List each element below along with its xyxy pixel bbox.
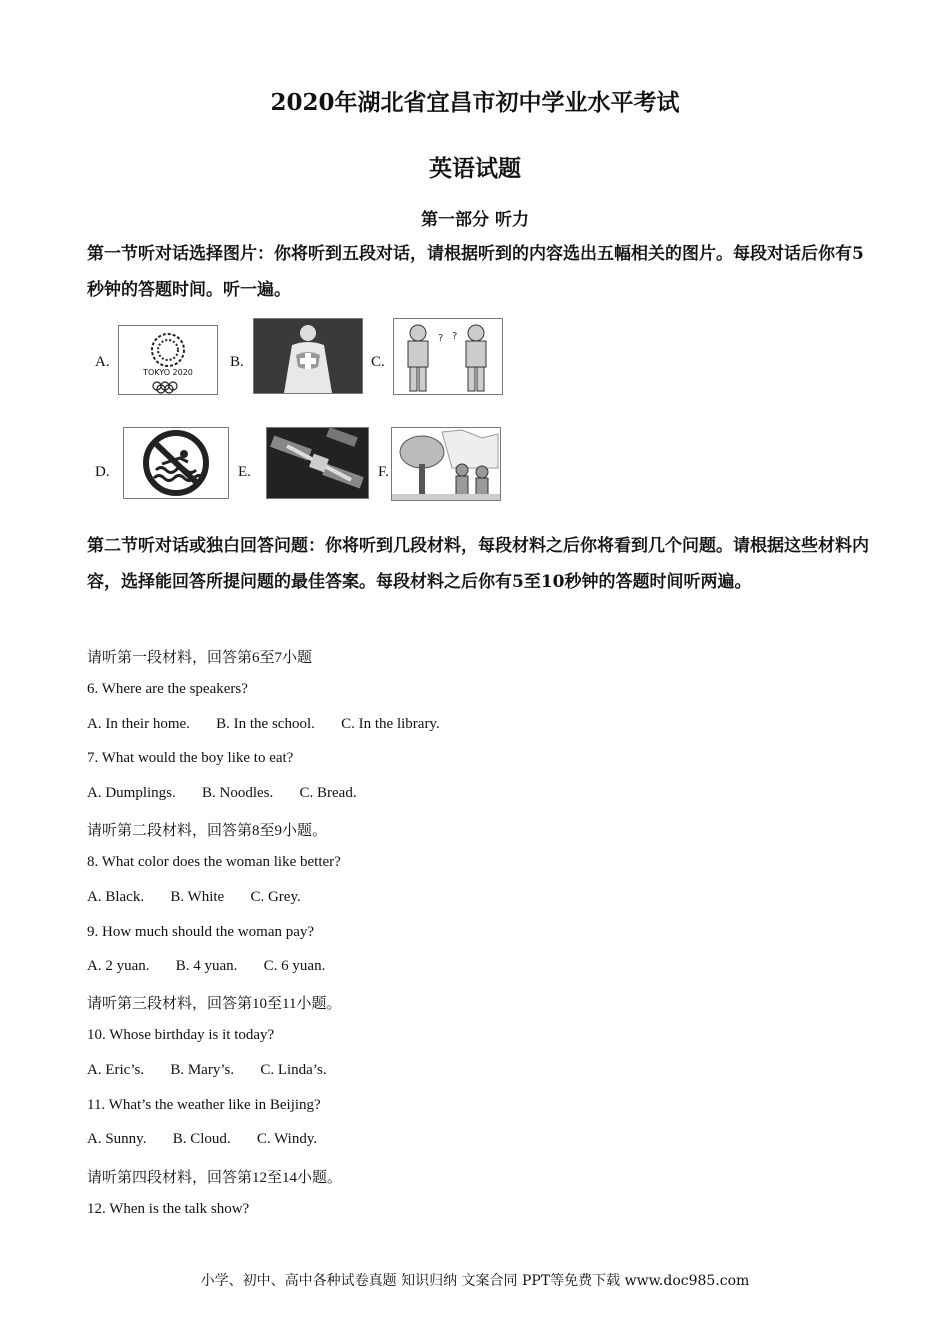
question-12: 12. When is the talk show? — [87, 1201, 250, 1217]
option-c-label: C. — [371, 354, 385, 370]
question-6: 6. Where are the speakers? — [87, 681, 248, 697]
material-3-prompt: 请听第三段材料，回答第10至11小题。 — [87, 996, 342, 1012]
question-10-options: A. Eric’s. B. Mary’s. C. Linda’s. — [87, 1062, 327, 1078]
question-11: 11. What’s the weather like in Beijing? — [87, 1097, 321, 1113]
section2-instruction: 第二节听对话或独白回答问题：你将听到几段材料，每段材料之后你将看到几个问题。请根据这些材料内容，选择能回答所提问题的最佳答案。每段材料之后你有5至10秒钟的答题时间听两遍。 — [87, 536, 869, 592]
svg-text:?: ? — [438, 333, 444, 344]
exam-title: 2020年湖北省宜昌市初中学业水平考试 — [270, 89, 680, 116]
question-8: 8. What color does the woman like better? — [87, 854, 341, 870]
olympics-logo-icon — [118, 325, 218, 395]
logo-text: TOKYO 2020 — [143, 368, 193, 377]
no-swimming-icon — [123, 427, 229, 499]
section1-instruction: 第一节听对话选择图片：你将听到五段对话，请根据听到的内容选出五幅相关的图片。每段对话后你有5秒钟的答题时间。听一遍。 — [87, 244, 864, 300]
doctor-icon — [253, 318, 363, 394]
page-footer: 小学、初中、高中各种试卷真题 知识归纳 文案合同 PPT等免费下载 www.doc985.com — [200, 1273, 750, 1289]
tree-planting-icon — [391, 427, 501, 501]
material-1-prompt: 请听第一段材料，回答第6至7小题 — [87, 650, 313, 666]
question-7-options: A. Dumplings. B. Noodles. C. Bread. — [87, 785, 357, 801]
question-7: 7. What would the boy like to eat? — [87, 750, 294, 766]
svg-text:?: ? — [452, 331, 458, 342]
question-11-options: A. Sunny. B. Cloud. C. Windy. — [87, 1131, 318, 1147]
option-e-label: E. — [238, 464, 251, 480]
question-8-options: A. Black. B. White C. Grey. — [87, 889, 301, 905]
space-station-icon — [266, 427, 369, 499]
option-a-label: A. — [95, 354, 110, 370]
option-b-label: B. — [230, 354, 244, 370]
question-10: 10. Whose birthday is it today? — [87, 1027, 275, 1043]
part-heading: 第一部分 听力 — [421, 210, 529, 230]
question-9: 9. How much should the woman pay? — [87, 924, 315, 940]
question-6-options: A. In their home. B. In the school. C. In the library. — [87, 716, 440, 732]
exam-subtitle: 英语试题 — [429, 155, 521, 182]
option-f-label: F. — [378, 464, 389, 480]
material-4-prompt: 请听第四段材料，回答第12至14小题。 — [87, 1170, 343, 1186]
option-d-label: D. — [95, 464, 110, 480]
two-kids-talking-icon — [393, 318, 503, 395]
material-2-prompt: 请听第二段材料，回答第8至9小题。 — [87, 823, 328, 839]
question-9-options: A. 2 yuan. B. 4 yuan. C. 6 yuan. — [87, 958, 326, 974]
